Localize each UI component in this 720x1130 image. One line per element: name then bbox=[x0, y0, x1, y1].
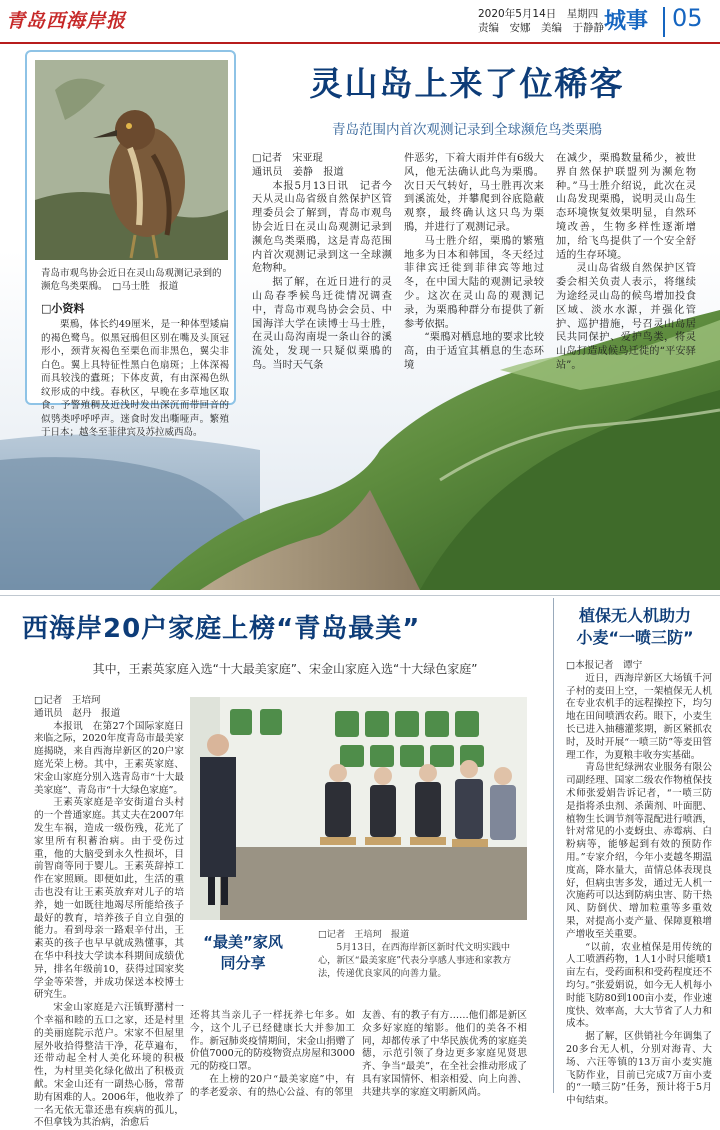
page-number: 05 bbox=[672, 4, 703, 32]
photo-caption-box bbox=[190, 920, 527, 1008]
drone-story-body bbox=[566, 660, 712, 1108]
paragraph: 青岛世纪绿洲农业服务有限公司副经理、国家二级农作物植保技术师张爱娟告诉记者，“一喷三防是指将杀虫剂、杀菌剂、叶面肥、植物生长调节剂等混配进行喷洒，针对常见的小麦蚜虫、赤霉病、白粉病等，能够起到有效的预防作用。”专家介绍，今年小麦越冬期温度高，降水量大，苗情总体表现良好，但病虫害多发，通过无人机一次施药可以达到防病虫害、防干热风、防倒伏、增加粒重等多重效果，对提高小麦产量、保障夏粮增产增收至关重要。 bbox=[566, 762, 712, 940]
section-divider-line bbox=[0, 595, 720, 596]
paragraph: 在减少，栗鳽数量稀少，被世界自然保护联盟列为濒危物种。”马士胜介绍说，此次在灵山岛发现栗鳽，说明灵山岛生态环境恢复效果明显，自然环境改善，生物多样性逐渐增加，给飞鸟提供了一个安全舒适的生存环境。 bbox=[556, 153, 696, 261]
photo-caption-text: 5月13日，在西海岸新区新时代文明实践中心，新区“最美家庭”代表分享感人事迹和家教方法，传递优良家风的向善力量。 bbox=[318, 942, 512, 979]
top-story-column-2 bbox=[404, 152, 544, 373]
byline-correspondent: 通讯员 姜静 报道 bbox=[252, 166, 344, 178]
photo-credit: □记者 王培珂 报道 bbox=[318, 929, 410, 940]
top-story-column-1 bbox=[252, 152, 392, 373]
issue-weekday: 星期四 bbox=[566, 8, 599, 20]
paragraph: 据了解，区供销社今年调集了20多台无人机，分别对海青、大场、六汪等镇的13万亩小麦实施飞防作业，目前已完成7万亩小麦的“一喷三防”任务，预计将于5月中旬结束。 bbox=[566, 1031, 712, 1107]
paragraph: 宋金山家庭是六汪镇野潴村一个幸福和睦的五口之家，还是村里的美丽庭院示范户。宋家不但屋里屋外收拾得整洁干净，花草遍布，还带动起全村人美化环境的积极性，为村里美化绿化做出了积极贡献。宋金山还有一副热心肠，常帮助有困难的人。2006年，他收养了一名无依无靠还患有疾病的孤儿，不但拿钱为其治病，治愈后 bbox=[34, 1002, 184, 1129]
bird-info-box bbox=[25, 50, 236, 438]
paragraph: 友善、有的教子有方……他们都是新区众多好家庭的缩影。他们的美各不相同，却都传承了中华民族优秀的家庭美德，示范引领了身边更多家庭见贤思齐、争当“最美”，在全社会推动形成了具有家国情怀、相亲相爱、向上向善、共建共享的家庭文明新风尚。 bbox=[362, 1010, 527, 1098]
section-name: 城事 bbox=[604, 9, 649, 34]
headline-lingshan: 灵山岛上来了位稀客 bbox=[309, 64, 625, 103]
section-divider bbox=[663, 7, 665, 37]
byline-reporter: □记者 宋亚琨 bbox=[252, 153, 323, 164]
photo-title: “最美”家风同分享 bbox=[203, 933, 283, 972]
top-story-column-3 bbox=[556, 152, 696, 373]
paragraph: 据了解，在近日进行的灵山岛春季候鸟迁徙情况调查中，青岛市观鸟协会会员、中国海洋大学在读博士马士胜，在灵山岛沟南堤一条山谷的溪流处，发现一只疑似栗鳽的鸟。当时天气条 bbox=[252, 277, 392, 371]
paragraph: 王素英家庭是辛安街道台头村的一个普通家庭。其丈夫在2007年发生车祸，造成一级伤残，花光了家里所有积蓄治病。由于受伤过重，他的大脑受到永久性损坏，目前智商等同于婴儿。王素英辞掉工作在家照顾。即便如此，生活的重击也没有让王素英放弃对儿子的培养，她一如既往地竭尽所能给孩子最好的教育，培养孩子自立自强的能力。看到母亲一路艰辛付出，王素英的孩子也早早就成熟懂事，其在华中科技大学读本科期间成绩优异，排名年级前10，获得过国家奖学金等荣誉，并成功保送本校博士研究生。 bbox=[34, 797, 184, 1001]
issue-editors: 责编 安娜 美编 于静静 bbox=[478, 22, 604, 34]
subheadline-lingshan: 青岛范围内首次观测记录到全球濒危鸟类栗鳽 bbox=[332, 122, 602, 138]
headline-drone bbox=[560, 605, 710, 649]
headline-families: 西海岸20户家庭上榜“青岛最美” bbox=[22, 614, 421, 644]
paragraph: 马士胜介绍，栗鳽的繁殖地多为日本和韩国，冬天经过菲律宾迁徙到菲律宾等地过冬，在中国大陆的观测记录较少。这次在灵山岛的观测记录，为栗鳽种群分布提供了新参考依据。 bbox=[404, 235, 544, 330]
info-box-heading: □小资料 bbox=[41, 302, 85, 315]
info-box-body: 栗鳽，体长约49厘米，是一种体型矮扁的褐色鹭鸟。似黑冠鳽但区别在嘴及头顶冠形小，颈背灰褐色至栗色而非黑色，翼尖非白色。翼上具特征性黑白色扇斑；上体深褐而具较浅的蠹斑；下体皮黄，有由深褐色纵纹形成的中线。春秋区，早晚在多草地区取食。予警殖稠及近浅时发出深沉而带回音的似鸮类呼呼呼声。迷食时发出嘶哑声。繁殖于日本；越冬至菲律宾及苏拉威西岛。 bbox=[41, 319, 229, 438]
bird-photo-caption: 青岛市观鸟协会近日在灵山岛观测记录到的濒危鸟类栗鳽。 □马士胜 报道 bbox=[41, 268, 222, 292]
bird-photo bbox=[35, 60, 228, 260]
paragraph: “以前，农业植保是用传统的人工喷洒药物，1人1小时只能喷1亩左右，受药面积和受药程度还不均匀。”张爱娟说，如今无人机每小时能飞防80到100亩小麦，作业速度快、效率高，大大节省了人力和成本。 bbox=[566, 941, 712, 1030]
photo-caption bbox=[318, 928, 523, 980]
family-sharing-photo bbox=[190, 697, 527, 920]
byline-correspondent: 通讯员 赵丹 报道 bbox=[34, 707, 121, 719]
byline-reporter: □记者 王培珂 bbox=[34, 695, 101, 706]
column-divider bbox=[553, 598, 554, 1093]
paragraph: 件恶劣，下着大雨并伴有6级大风，他无法确认此鸟为栗鳽。次日天气转好，马士胜再次来到溪流处，并攀爬到谷底隐蔽观察，最终确认这只鸟为栗鳽，并进行了观测记录。 bbox=[404, 153, 544, 233]
issue-info bbox=[478, 7, 618, 35]
paragraph: “栗鳽对栖息地的要求比较高，由于适宜其栖息的生态环境 bbox=[404, 332, 544, 371]
paragraph: 还将其当亲儿子一样抚养七年多。如今，这个儿子已经健康长大并参加工作。新冠肺炎疫情期间，宋金山捐赠了价值7000元的防疫物资点房屋和3000元的防疫口罩。 bbox=[190, 1010, 355, 1073]
paragraph: 本报5月13日讯 记者今天从灵山岛省级自然保护区管理委员会了解到，青岛市观鸟协会近日在灵山岛观测记录到濒危鸟类栗鳽，这是青岛范围内首次观测记录到这一全球濒危物种。 bbox=[252, 180, 392, 275]
headline-drone-line-2: 小麦“一喷三防” bbox=[576, 628, 694, 647]
family-story-column-1 bbox=[34, 695, 184, 1130]
byline-reporter: □本报记者 谭宁 bbox=[566, 660, 643, 671]
family-story-column-3 bbox=[362, 1010, 527, 1100]
headline-drone-line-1: 植保无人机助力 bbox=[578, 606, 691, 625]
subheadline-families: 其中，王素英家庭入选“十大最美家庭”、宋金山家庭入选“十大绿色家庭” bbox=[92, 662, 478, 676]
paragraph: 在上榜的20户“最美家庭”中，有的孝老爱亲、有的热心公益、有的邻里 bbox=[190, 1073, 355, 1098]
family-story-column-2 bbox=[190, 1010, 355, 1100]
paragraph: 本报讯 在第27个国际家庭日来临之际，2020年度青岛市最美家庭揭晓，来自西海岸新区的20户家庭光荣上榜。其中，王素英家庭、宋金山家庭分别入选青岛市“十大最美家庭”、青岛市“十大绿色家庭”。 bbox=[34, 720, 184, 796]
paper-logo: 青岛西海岸报 bbox=[6, 10, 127, 32]
paragraph: 近日，西海岸新区大场镇千河子村的麦田上空，一架植保无人机在专业农机手的远程操控下，均匀地在田间喷洒农药。眼下，小麦生长已进入抽穗灌浆期，新区紧抓农时，及时开展“一喷三防”等麦田管理工作，为夏粮丰收夯实基础。 bbox=[566, 672, 712, 761]
paragraph: 灵山岛省级自然保护区管委会相关负责人表示，将继续为途经灵山岛的候鸟增加投食区域、淡水水源，并强化管护、巡护措施，号召灵山岛居民共同保护、爱护鸟类，将灵山岛打造成候鸟迁徙的“平安驿站”。 bbox=[556, 263, 696, 371]
issue-date: 2020年5月14日 bbox=[478, 8, 557, 20]
